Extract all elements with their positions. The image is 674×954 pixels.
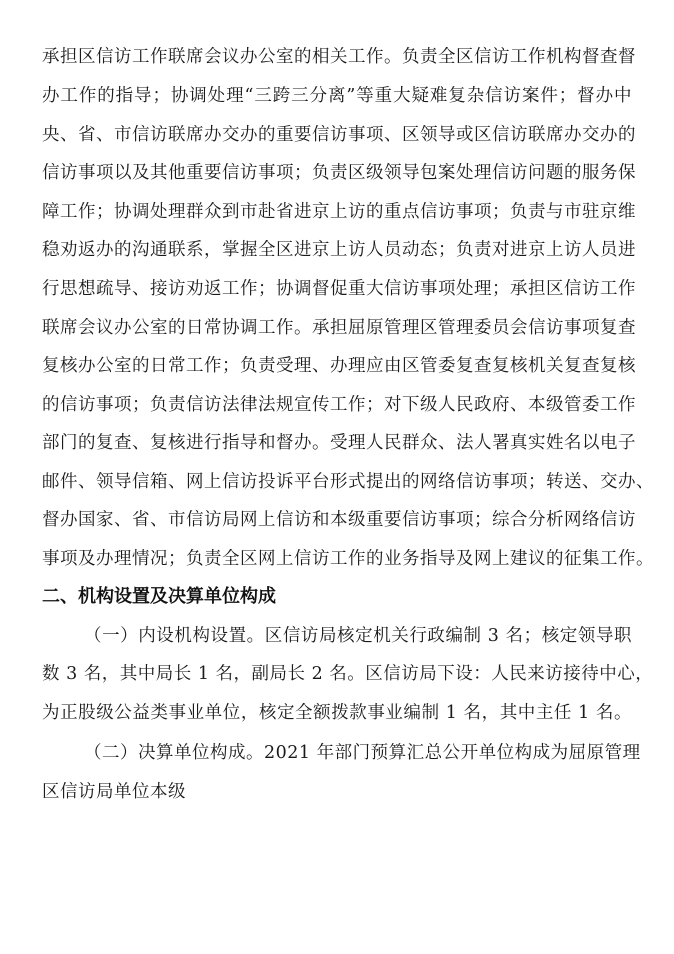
section-heading: 二、机构设置及决算单位构成 [42, 586, 276, 607]
text-line: 障工作；协调处理群众到市赴省进京上访的重点信访事项；负责与市驻京维 [42, 202, 636, 222]
text-line: （一）内设机构设置。区信访局核定机关行政编制 3 名；核定领导职 [84, 626, 632, 646]
text-line: 央、省、市信访联席办交办的重要信访事项、区领导或区信访联席办交办的 [42, 125, 636, 145]
text-line: 复核办公室的日常工作；负责受理、办理应由区管委复查复核机关复查复核 [42, 356, 636, 376]
text-line: 数 3 名，其中局长 1 名，副局长 2 名。区信访局下设：人民来访接待中心， [42, 664, 654, 684]
text-line: 邮件、领导信箱、网上信访投诉平台形式提出的网络信访事项；转送、交办、 [42, 472, 654, 492]
text-line: 承担区信访工作联席会议办公室的相关工作。负责全区信访工作机构督查督 [42, 47, 636, 67]
text-line: 督办国家、省、市信访局网上信访和本级重要信访事项；综合分析网络信访 [42, 510, 636, 530]
text-line: 信访事项以及其他重要信访事项；负责区级领导包案处理信访问题的服务保 [42, 163, 636, 183]
text-line: 办工作的指导；协调处理“三跨三分离”等重大疑难复杂信访案件；督办中 [42, 86, 632, 106]
text-line: 联席会议办公室的日常协调工作。承担屈原管理区管理委员会信访事项复查 [42, 318, 636, 338]
text-line: 稳劝返办的沟通联系，掌握全区进京上访人员动态；负责对进京上访人员进 [42, 240, 636, 260]
text-line: 部门的复查、复核进行指导和督办。受理人民群众、法人署真实姓名以电子 [42, 433, 636, 453]
text-line: 的信访事项；负责信访法律法规宣传工作；对下级人民政府、本级管委工作 [42, 395, 636, 415]
text-line: 区信访局单位本级 [42, 782, 186, 802]
text-line: （二）决算单位构成。2021 年部门预算汇总公开单位构成为屈原管理 [84, 743, 641, 763]
text-line: 事项及办理情况；负责全区网上信访工作的业务指导及网上建议的征集工作。 [42, 549, 654, 569]
text-line: 为正股级公益类事业单位，核定全额拨款事业编制 1 名，其中主任 1 名。 [42, 703, 632, 723]
text-line: 行思想疏导、接访劝返工作；协调督促重大信访事项处理；承担区信访工作 [42, 279, 636, 299]
